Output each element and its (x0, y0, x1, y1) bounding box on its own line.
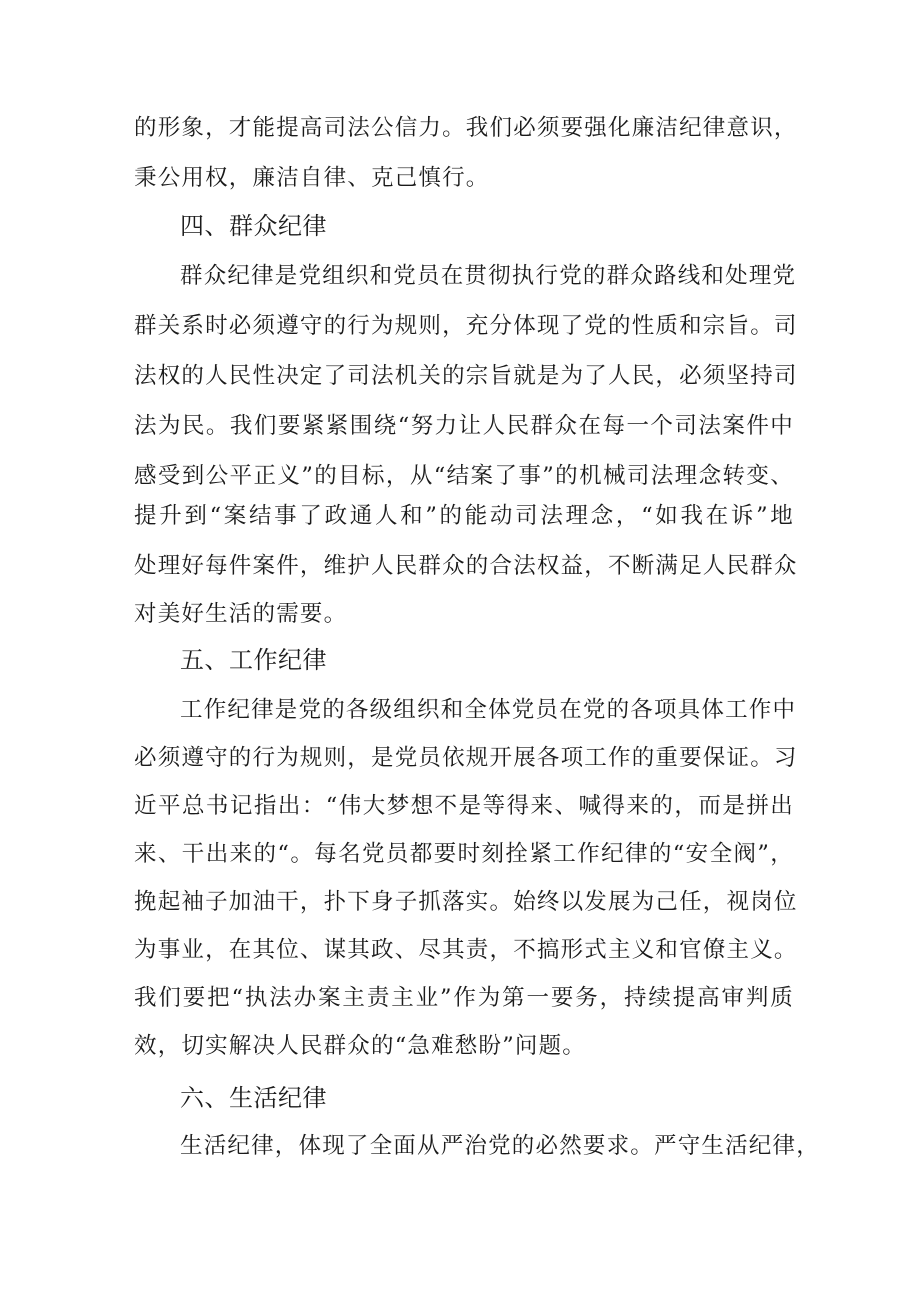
section-4-line-8: 对美好生活的需要。 (134, 601, 348, 627)
section-5-line-3: 近平总书记指出：“伟大梦想不是等得来、喊得来的，而是拼出 (134, 793, 794, 819)
intro-line-2: 秉公用权，廉洁自律、克己慎行。 (134, 165, 490, 191)
section-5-line-2: 必须遵守的行为规则，是党员依规开展各项工作的重要保证。习 (134, 745, 798, 771)
section-5-line-6: 为事业，在其位、谋其政、尽其责，不搞形式主义和官僚主义。 (134, 937, 798, 963)
section-5-line-7: 我们要把“执法办案主责主业”作为第一要务，持续提高审判质 (134, 985, 794, 1011)
section-4-line-2: 群关系时必须遵守的行为规则，充分体现了党的性质和宗旨。司 (134, 313, 798, 339)
section-4-line-5: 感受到公平正义”的目标，从“结案了事”的机械司法理念转变、 (134, 463, 794, 489)
section-4-line-7: 处理好每件案件，维护人民群众的合法权益，不断满足人民群众 (134, 553, 798, 579)
section-heading-life-discipline: 六、生活纪律 (180, 1084, 327, 1112)
section-5-line-4: 来、干出来的“。每名党员都要时刻拴紧工作纪律的“安全阀”， (134, 841, 794, 867)
section-heading-mass-discipline: 四、群众纪律 (180, 212, 327, 240)
section-4-line-4: 法为民。我们要紧紧围绕“努力让人民群众在每一个司法案件中 (134, 413, 794, 439)
section-5-line-1: 工作纪律是党的各级组织和全体党员在党的各项具体工作中 (180, 697, 797, 723)
section-4-line-3: 法权的人民性决定了司法机关的宗旨就是为了人民，必须坚持司 (134, 363, 798, 389)
intro-line-1: 的形象，才能提高司法公信力。我们必须要强化廉洁纪律意识， (134, 115, 798, 141)
section-5-line-8: 效，切实解决人民群众的“急难愁盼”问题。 (134, 1033, 587, 1059)
section-4-line-1: 群众纪律是党组织和党员在贯彻执行党的群众路线和处理党 (180, 263, 797, 289)
section-6-line-1: 生活纪律，体现了全面从严治党的必然要求。严守生活纪律， (180, 1133, 820, 1159)
section-4-line-6: 提升到“案结事了政通人和”的能动司法理念，“如我在诉”地 (134, 503, 794, 529)
section-heading-work-discipline: 五、工作纪律 (180, 646, 327, 674)
section-5-line-5: 挽起袖子加油干，扑下身子抓落实。始终以发展为己任，视岗位 (134, 889, 798, 915)
